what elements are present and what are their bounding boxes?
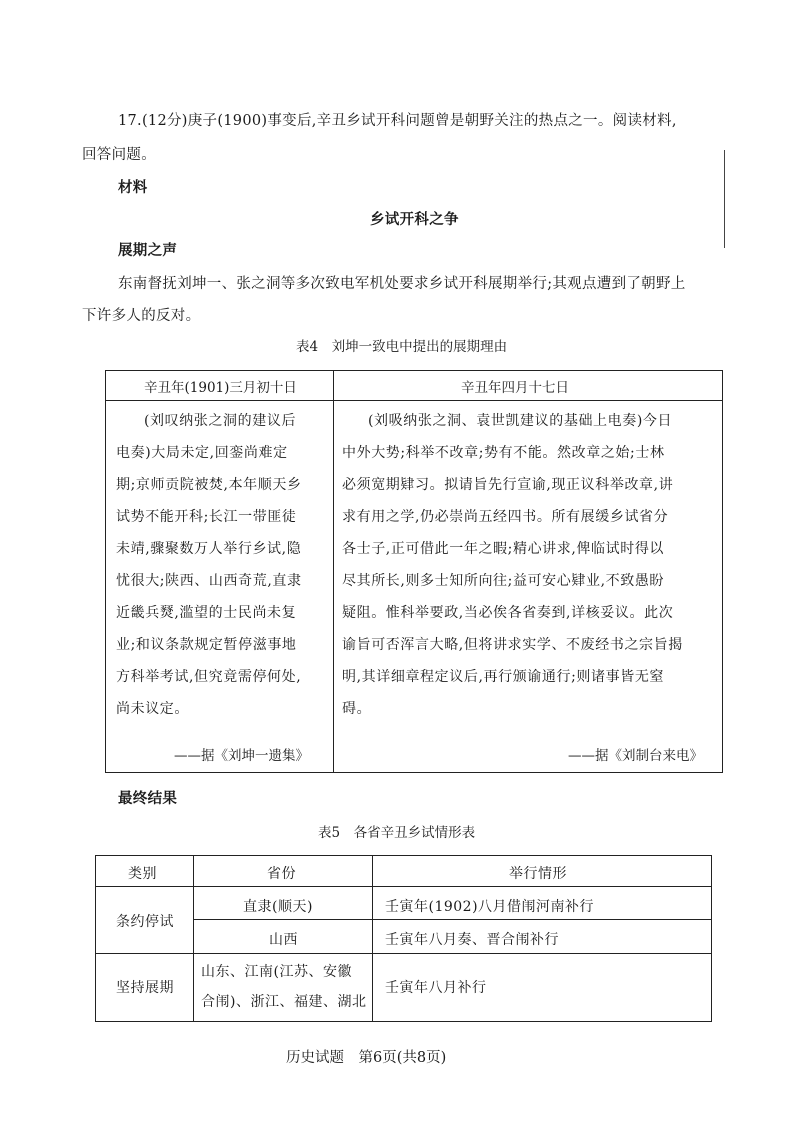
table4-col2-line: 求有用之学,仍必崇尚五经四书。所有展缓乡试省分 xyxy=(342,509,669,525)
table4-col2-line: 疑阻。惟科举要政,当必俟各省奏到,详核妥议。此次 xyxy=(342,605,674,621)
table4 xyxy=(105,370,723,773)
table4-col1-line: 试势不能开科;长江一带匪徒 xyxy=(116,509,297,525)
intro-line-2: 下许多人的反对。 xyxy=(82,308,201,324)
table4-col2-line: 各士子,正可借此一年之暇;精心讲求,俾临试时得以 xyxy=(342,541,665,557)
table5-province: 直隶(顺天) xyxy=(243,899,313,915)
table5-status: 壬寅年八月补行 xyxy=(385,980,487,996)
table5-header-category: 类别 xyxy=(128,866,157,882)
table5-divider xyxy=(96,953,711,954)
table4-col2-source: ——据《刘制台来电》 xyxy=(568,748,703,764)
table4-col1-line: 方科举考试,但究竟需停何处, xyxy=(116,669,302,685)
table4-col1-line: 业;和议条款规定暂停滋事地 xyxy=(116,637,297,653)
table5-header-province: 省份 xyxy=(267,866,296,882)
table5-divider xyxy=(193,856,194,1021)
table5-category: 坚持展期 xyxy=(116,980,174,996)
margin-line xyxy=(724,150,725,248)
table4-col2-line: 尽其所长,则多士知所向往;益可安心肄业,不致愚盼 xyxy=(342,573,665,589)
table4-col2-line: 明,其详细章程定议后,再行颁谕通行;则诸事皆无窒 xyxy=(342,669,665,685)
table5-divider xyxy=(96,886,711,887)
table5-divider xyxy=(193,919,711,920)
subheading-extension: 展期之声 xyxy=(118,243,178,259)
table4-col1-line: 尚未议定。 xyxy=(116,701,189,717)
table4-col1-header: 辛丑年(1901)三月初十日 xyxy=(144,380,297,396)
table4-col2-line: 中外大势;科举不改章;势有不能。然改章之始;士林 xyxy=(342,445,665,461)
table5-divider xyxy=(372,856,373,1021)
table4-col2-header: 辛丑年四月十七日 xyxy=(461,380,569,396)
table4-col2-line: 谕旨可否浑言大略,但将讲求实学、不废经书之宗旨揭 xyxy=(342,637,683,653)
table5-province: 山西 xyxy=(269,932,298,948)
table4-header-divider xyxy=(106,400,722,401)
table4-col1-line: 忧很大;陕西、山西奇荒,直隶 xyxy=(116,573,302,589)
table4-col1-line: 期;京师贡院被焚,本年顺天乡 xyxy=(116,477,302,493)
table4-col1-line: 电奏)大局未定,回銮尚难定 xyxy=(116,445,288,461)
table4-col2-line: 必须宽期肄习。拟请旨先行宣谕,现正议科举改章,讲 xyxy=(342,477,674,493)
material-label: 材料 xyxy=(118,180,148,196)
table5-status: 壬寅年(1902)八月借闱河南补行 xyxy=(385,899,595,915)
table5-province: 合闱)、浙江、福建、湖北 xyxy=(201,994,367,1010)
table4-col1-line: 未靖,骤聚数万人举行乡试,隐 xyxy=(116,541,302,557)
table5-caption: 表5 各省辛丑乡试情形表 xyxy=(318,825,476,841)
table4-col2-line: (刘吸纳张之洞、袁世凯建议的基础上电奏)今日 xyxy=(368,413,673,429)
table5-header-status: 举行情形 xyxy=(509,866,567,882)
table4-col1-source: ——据《刘坤一遗集》 xyxy=(174,748,309,764)
table5-status: 壬寅年八月奏、晋合闱补行 xyxy=(385,932,559,948)
table4-col2-line: 碍。 xyxy=(342,701,372,717)
table4-column-divider xyxy=(333,371,334,772)
question-line-1: 17.(12分)庚子(1900)事变后,辛丑乡试开科问题曾是朝野关注的热点之一。阅读材料, xyxy=(118,113,677,129)
table4-caption: 表4 刘坤一致电中提出的展期理由 xyxy=(296,339,508,355)
section-title: 乡试开科之争 xyxy=(370,212,459,228)
table5-province: 山东、江南(江苏、安徽 xyxy=(201,964,352,980)
table5 xyxy=(95,855,712,1022)
question-line-2: 回答问题。 xyxy=(82,147,156,163)
subheading-final-result: 最终结果 xyxy=(118,791,178,807)
page-footer: 历史试题 第6页(共8页) xyxy=(286,1050,447,1066)
intro-line-1: 东南督抚刘坤一、张之洞等多次致电军机处要求乡试开科展期举行;其观点遭到了朝野上 xyxy=(118,276,686,292)
table5-category: 条约停试 xyxy=(116,914,174,930)
table4-col1-line: 近畿兵燹,滥望的士民尚未复 xyxy=(116,605,297,621)
table4-col1-line: (刘叹纳张之洞的建议后 xyxy=(144,413,297,429)
